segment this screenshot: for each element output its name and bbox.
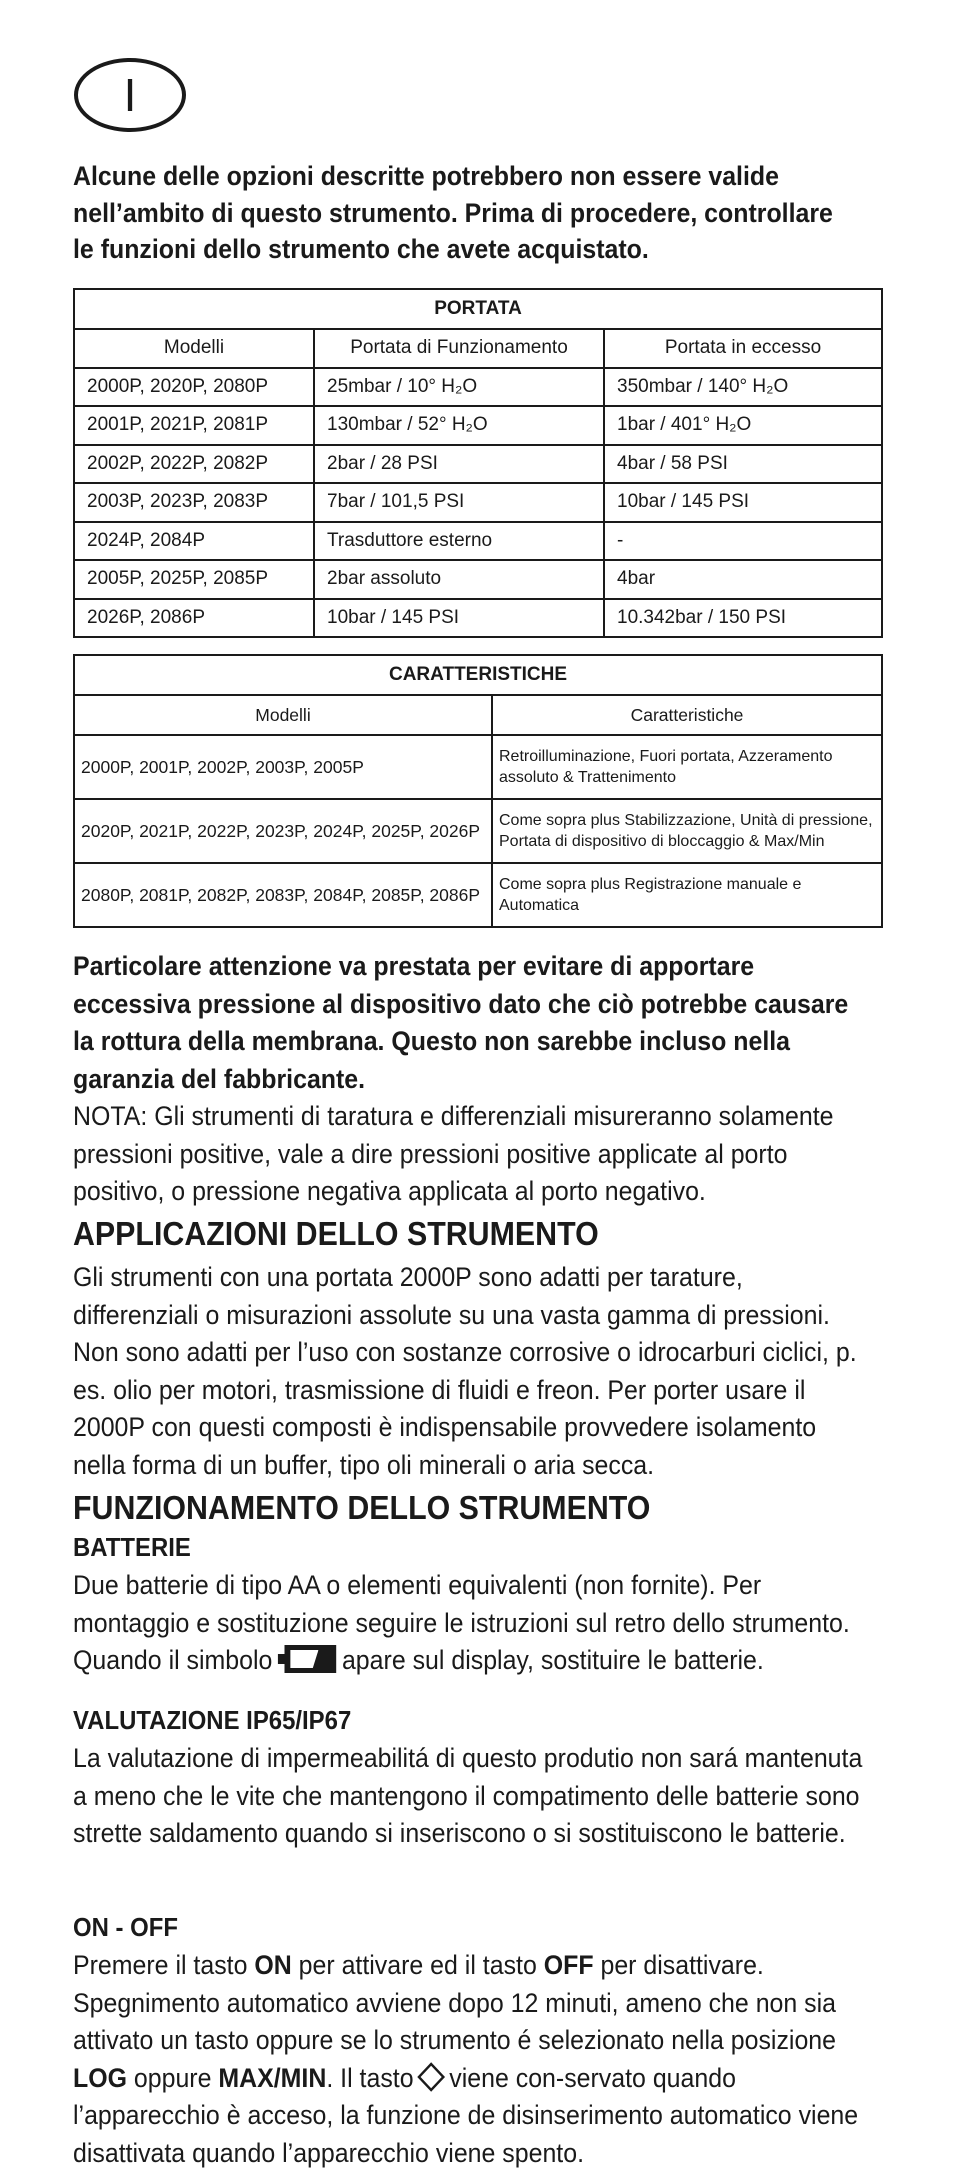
features-header-features: Caratteristiche [492, 695, 882, 735]
on-off-text-2: per attivare ed il tasto [291, 1950, 544, 1980]
range-cell-model: 2000P, 2020P, 2080P [74, 368, 314, 407]
range-row [74, 599, 882, 638]
range-header-operating: Portata di Funzionamento [314, 329, 604, 368]
low-battery-icon [278, 1645, 336, 1673]
on-off-text-6: viene con-servato quando l’apparecchio è acceso, la funzione de disinserimento automatico viene disattivata quando l’apparecchio viene spento. [73, 2062, 859, 2168]
range-cell-operating: 130mbar / 52° H₂O [314, 406, 604, 445]
features-row [74, 735, 882, 799]
intro-text: Alcune delle opzioni descritte potrebbero non essere valide nell’ambito di questo strumento. Prima di procedere, controllare le funzioni dello strumento che avete acquistato. [73, 161, 833, 264]
on-off-text [73, 1947, 863, 2172]
features-cell-features: Come sopra plus Registrazione manuale e Automatica [492, 863, 882, 927]
on-off-text-3: per disattivare. Spegnimento automatico avviene dopo 12 minuti, ameno che non sia attivato un tasto oppure se lo strumento é selezionato nella posizione [73, 1950, 837, 2055]
batteries-text-after: apare sul display, sostituire le batterie. [341, 1645, 764, 1675]
range-cell-overrange: - [604, 522, 882, 561]
range-cell-model: 2003P, 2023P, 2083P [74, 483, 314, 522]
range-table-body [74, 368, 882, 638]
on-off-heading: ON - OFF [73, 1912, 178, 1942]
features-header-models: Modelli [74, 695, 492, 735]
range-cell-model: 2005P, 2025P, 2085P [74, 560, 314, 599]
range-row [74, 483, 882, 522]
range-cell-operating: 25mbar / 10° H₂O [314, 368, 604, 407]
maxmin-label: MAX/MIN [218, 2062, 327, 2093]
applications-heading: APPLICAZIONI DELLO STRUMENTO [73, 1215, 599, 1252]
on-key-label: ON [254, 1950, 292, 1980]
range-row [74, 406, 882, 445]
diamond-key-icon [417, 2062, 445, 2092]
range-row [74, 368, 882, 407]
on-off-text-5: . Il tasto [326, 2062, 414, 2093]
range-cell-overrange: 4bar [604, 560, 882, 599]
range-cell-overrange: 4bar / 58 PSI [604, 445, 882, 484]
range-cell-overrange: 10bar / 145 PSI [604, 483, 882, 522]
ip-rating-text: La valutazione di impermeabilitá di questo produtio non sará mantenuta a meno che le vite che mantengono il compatimento delle batterie sono strette saldamento quando si inseriscono o si sostituiscono le batterie. [73, 1743, 863, 1848]
features-row [74, 799, 882, 863]
range-cell-model: 2026P, 2086P [74, 599, 314, 638]
range-row [74, 522, 882, 561]
range-cell-operating: 7bar / 101,5 PSI [314, 483, 604, 522]
features-cell-models: 2000P, 2001P, 2002P, 2003P, 2005P [74, 735, 492, 799]
range-cell-model: 2024P, 2084P [74, 522, 314, 561]
range-cell-model: 2001P, 2021P, 2081P [74, 406, 314, 445]
features-row [74, 863, 882, 927]
range-cell-operating: 10bar / 145 PSI [314, 599, 604, 638]
range-row [74, 445, 882, 484]
batteries-text-before: Due batterie di tipo AA o elementi equivalenti (non fornite). Per montaggio e sostituzione seguire le istruzioni sul retro dello strumento. Quando il simbolo [73, 1570, 850, 1675]
features-cell-features: Come sopra plus Stabilizzazione, Unità di pressione, Portata di dispositivo di bloccaggio & Max/Min [492, 799, 882, 863]
batteries-text [73, 1567, 863, 1680]
language-badge [74, 58, 186, 132]
features-table [73, 654, 883, 928]
range-header-overrange: Portata in eccesso [604, 329, 882, 368]
pressure-warning: Particolare attenzione va prestata per evitare di apportare eccessiva pressione al dispositivo dato che ciò potrebbe causare la rottura della membrana. Questo non sarebbe incluso nella garanzia del fabbricante. [73, 951, 849, 1094]
range-cell-overrange: 350mbar / 140° H₂O [604, 368, 882, 407]
range-cell-operating: 2bar / 28 PSI [314, 445, 604, 484]
features-cell-models: 2020P, 2021P, 2022P, 2023P, 2024P, 2025P, 2026P [74, 799, 492, 863]
note-text: NOTA: Gli strumenti di taratura e differenziali misureranno solamente pressioni positive, vale a dire pressioni positive applicate al porto positivo, o pressione negativa applicata al porto negativo. [73, 1101, 834, 1206]
range-cell-operating: Trasduttore esterno [314, 522, 604, 561]
range-cell-overrange: 1bar / 401° H₂O [604, 406, 882, 445]
batteries-heading: BATTERIE [73, 1532, 191, 1562]
applications-text: Gli strumenti con una portata 2000P sono adatti per tarature, differenziali o misurazioni assolute su una vasta gamma di pressioni. Non sono adatti per l’uso con sostanze corrosive o idrocarburi ciclici, p. es. olio per motori, trasmissione di fluidi e freon. Per porter usare il 2000P con questi composti è indispensabile provvedere isolamento nella forma di un buffer, tipo oli minerali o aria secca. [73, 1262, 857, 1480]
operation-heading: FUNZIONAMENTO DELLO STRUMENTO [73, 1489, 651, 1526]
features-cell-models: 2080P, 2081P, 2082P, 2083P, 2084P, 2085P, 2086P [74, 863, 492, 927]
features-table-body [74, 735, 882, 927]
on-off-text-1: Premere il tasto [73, 1950, 255, 1980]
range-cell-operating: 2bar assoluto [314, 560, 604, 599]
log-label: LOG [73, 2062, 127, 2093]
off-key-label: OFF [543, 1950, 594, 1980]
ip-rating-heading: VALUTAZIONE IP65/IP67 [73, 1705, 352, 1735]
range-row [74, 560, 882, 599]
range-cell-overrange: 10.342bar / 150 PSI [604, 599, 882, 638]
range-header-models: Modelli [74, 329, 314, 368]
range-cell-model: 2002P, 2022P, 2082P [74, 445, 314, 484]
features-cell-features: Retroilluminazione, Fuori portata, Azzeramento assoluto & Trattenimento [492, 735, 882, 799]
range-table [73, 288, 883, 638]
features-table-caption: CARATTERISTICHE [74, 655, 882, 695]
on-off-text-4: oppure [126, 2062, 219, 2093]
range-table-caption: PORTATA [74, 289, 882, 329]
language-letter: I [123, 69, 137, 121]
